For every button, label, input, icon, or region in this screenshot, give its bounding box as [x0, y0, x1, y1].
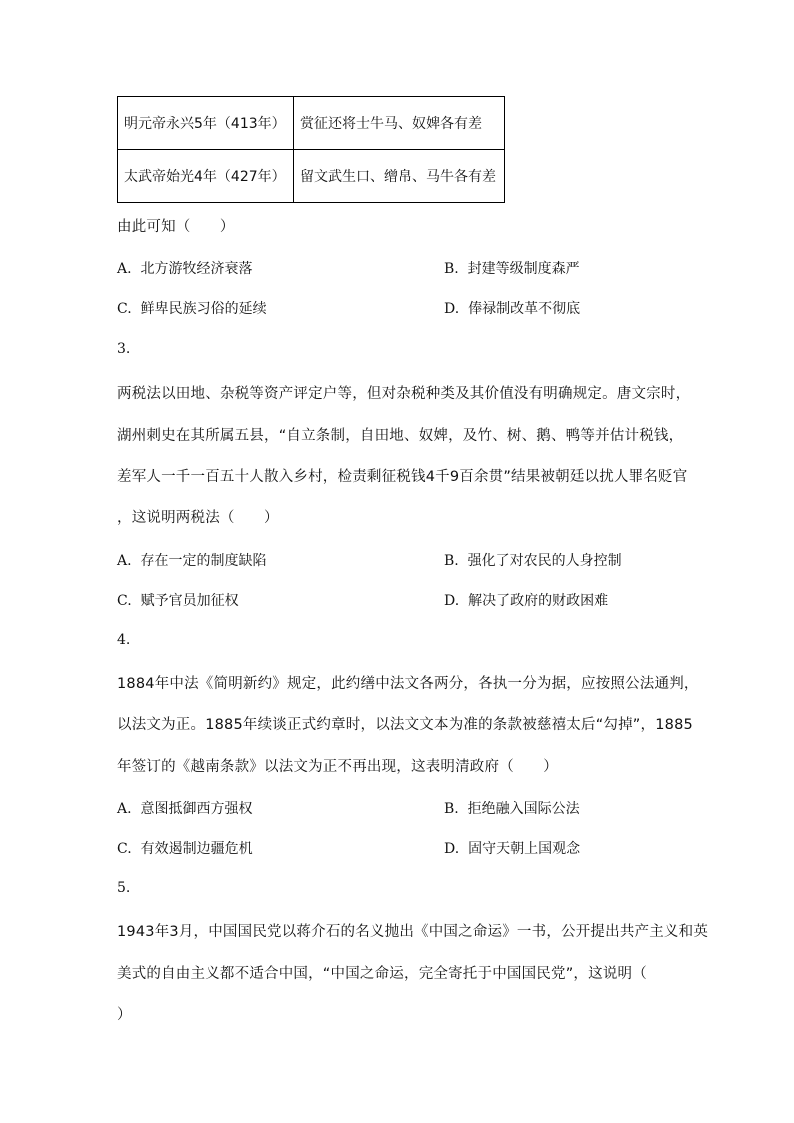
- q3-line: 差军人一千一百五十人散入乡村，检责剩征税钱4千9百余贯”结果被朝廷以扰人罪名贬官: [117, 469, 688, 485]
- q4-line: 1884年中法《简明新约》规定，此约缮中法文各两分，各执一分为据，应按照公法通判，: [117, 676, 699, 692]
- option-label: A.: [117, 801, 132, 817]
- option-text: 意图抵御西方强权: [140, 801, 253, 817]
- table-cell: 留文武生口、缯帛、马牛各有差: [294, 150, 505, 203]
- q4-option-a: [117, 798, 252, 818]
- table-cell: 明元帝永兴5年（413年）: [118, 97, 294, 150]
- option-label: C.: [117, 593, 132, 609]
- option-label: C.: [117, 841, 132, 857]
- option-label: C.: [117, 301, 132, 317]
- option-label: B.: [444, 261, 459, 277]
- table-row: [118, 97, 505, 150]
- q2-option-b: [444, 258, 580, 278]
- option-text: 解决了政府的财政困难: [468, 593, 609, 609]
- q5-line: 美式的自由主义都不适合中国，“中国之命运，完全寄托于中国国民党”，这说明（: [117, 966, 647, 982]
- option-label: A.: [117, 553, 132, 569]
- option-label: B.: [444, 553, 459, 569]
- option-text: 有效遏制边疆危机: [140, 841, 253, 857]
- table-row: [118, 150, 505, 203]
- question-number: 3.: [117, 341, 131, 357]
- q4-option-c: [117, 838, 253, 858]
- question-number: 4.: [117, 632, 131, 648]
- q4-option-d: [444, 838, 580, 858]
- q2-option-c: [117, 298, 267, 318]
- q2-stem: 由此可知（ ）: [117, 219, 235, 235]
- q3-line: 两税法以田地、杂税等资产评定户等，但对杂税种类及其价值没有明确规定。唐文宗时，: [117, 386, 691, 402]
- q3-option-b: [444, 550, 622, 570]
- q3-option-d: [444, 590, 608, 610]
- option-label: A.: [117, 261, 132, 277]
- q5-line: ）: [117, 1007, 132, 1023]
- q5-line: 1943年3月，中国国民党以蒋介石的名义抛出《中国之命运》一书，公开提出共产主义和英: [117, 924, 709, 940]
- option-label: B.: [444, 801, 459, 817]
- option-text: 存在一定的制度缺陷: [140, 553, 267, 569]
- q2-option-a: [117, 258, 252, 278]
- table-cell: 赏征还将士牛马、奴婢各有差: [294, 97, 505, 150]
- q2-option-d: [444, 298, 580, 318]
- grants-table: [117, 96, 505, 203]
- q3-line: ，这说明两税法（ ）: [117, 510, 279, 526]
- option-label: D.: [444, 301, 460, 317]
- option-text: 俸禄制改革不彻底: [468, 301, 581, 317]
- option-label: D.: [444, 593, 460, 609]
- option-label: D.: [444, 841, 460, 857]
- option-text: 封建等级制度森严: [467, 261, 580, 277]
- option-text: 固守天朝上国观念: [468, 841, 581, 857]
- option-text: 拒绝融入国际公法: [467, 801, 580, 817]
- option-text: 鲜卑民族习俗的延续: [140, 301, 267, 317]
- option-text: 赋予官员加征权: [140, 593, 239, 609]
- q3-line: 湖州刺史在其所属五县，“自立条制，自田地、奴婢，及竹、树、鹅、鸭等并估计税钱，: [117, 428, 684, 444]
- q4-option-b: [444, 798, 580, 818]
- q3-option-c: [117, 590, 239, 610]
- option-text: 强化了对农民的人身控制: [467, 553, 622, 569]
- q3-option-a: [117, 550, 266, 570]
- option-text: 北方游牧经济衰落: [140, 261, 253, 277]
- question-number: 5.: [117, 880, 131, 896]
- q4-line: 以法文为正。1885年续谈正式约章时，以法文文本为准的条款被慈禧太后“勾掉”，1885: [117, 717, 693, 733]
- q4-line: 年签订的《越南条款》以法文为正不再出现，这表明清政府（ ）: [117, 759, 558, 775]
- table-cell: 太武帝始光4年（427年）: [118, 150, 294, 203]
